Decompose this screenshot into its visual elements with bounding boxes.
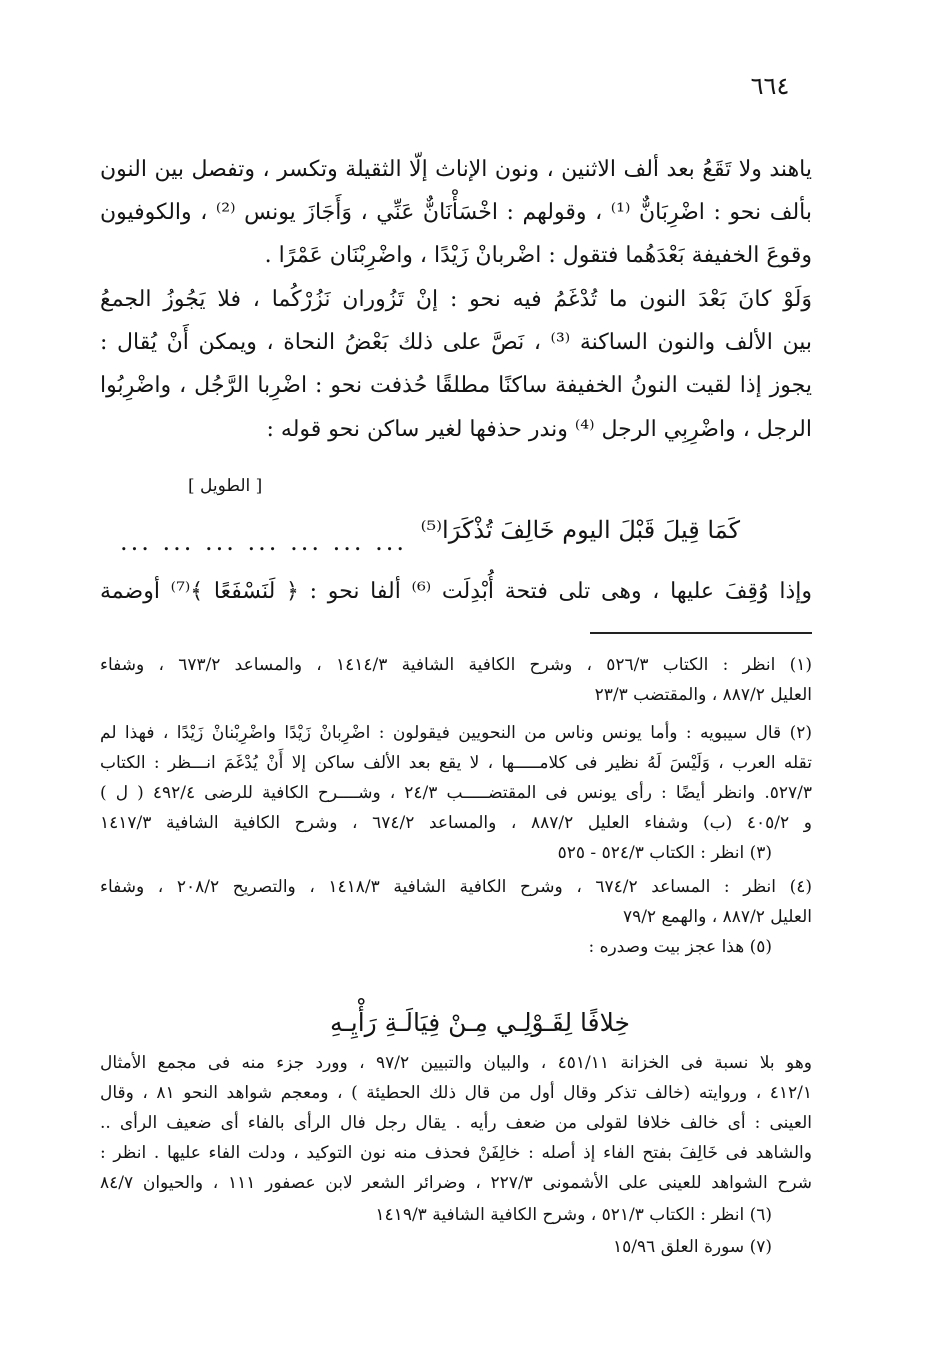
footnote2-line-5: شرح الشواهد للعينى على الأشمونى ٢٢٧/٣ ، وضرائر الشعر لابن عصفور ١١١ ، والحيوان ٨٤/٧ bbox=[100, 1173, 813, 1193]
footnote-line-7: (٣) انظر : الكتاب ٥٢٤/٣ - ٥٢٥ bbox=[557, 843, 772, 863]
footnotes-block-1 bbox=[100, 650, 812, 1000]
footnote-line-8: (٤) انظر : المساعد ٦٧٤/٢ ، وشرح الكافية الشافية ١٤١٨/٣ ، والتصريح ٢٠٨/٢ ، وشفاء bbox=[100, 877, 812, 897]
main-line-1: ياهند ولا تَقَعُ بعد ألف الاثنين ، ونون الإناث إلّا الثقيلة وتكسر ، وتفصل بين النون bbox=[100, 157, 812, 182]
main-line-8: وإذا وُقِفَ عليها ، وهى تلى فتحة أُبْدِلَت ⁽⁶⁾ ألفا نحو : ﴿ لَنَسْفَعًا ﴾⁽⁷⁾ أوضمة bbox=[100, 579, 812, 604]
verse-ellipsis: ... ... ... ... ... ... ... bbox=[120, 528, 407, 556]
footnote-line-2: العليل ٨٨٧/٢ ، والمقتضب ٢٣/٣ bbox=[594, 685, 812, 705]
footnote-line-3: (٢) قال سيبويه : وأما يونس وناس من النحويين فيقولون : اضْرِبانْ زَيْدًا واضْرِبْنانْ زَيْدًا ، فهذا لم bbox=[100, 723, 812, 743]
main-line-4: وَلَوْ كانَ بَعْدَ النون ما تُدْغَمُ فيه نحو : إنْ تَزُوران نَزُرْكُما ، فلا يَجُوزُ الجمعُ bbox=[100, 287, 812, 312]
main-line-7: الرجل ، واضْرِبِي الرجل ⁽⁴⁾ وندر حذفها لغير ساكن نحو قوله : bbox=[266, 417, 812, 442]
footnote-line-9: العليل ٨٨٧/٢ ، والهمع ٧٩/٢ bbox=[622, 907, 812, 927]
main-text-continued bbox=[100, 572, 812, 616]
footnote-verse: خِلافًا لِقَـوْلِـي مِـنْ فِيَالَـةِ رَأْيِـهِ bbox=[330, 1008, 630, 1037]
verse-hemistich: كَمَا قِيلَ قَبْلَ اليوم خَالِفَ تُذْكَرَا⁽⁵⁾ bbox=[420, 516, 740, 544]
poetic-meter-label: [ الطويل ] bbox=[188, 476, 263, 496]
main-line-3: وقوعَ الخفيفة بَعْدَهُما فتقول : اضْربانْ زَيْدًا ، واضْرِبْنَان عَمْرًا . bbox=[264, 243, 812, 268]
main-line-2: بألف نحو : اضْرِبَانٌّ ⁽¹⁾ ، وقولهم : اخْسَأْنَانٌّ عَنِّي ، وَأَجَازَ يونس ⁽²⁾ ، والكوفيون bbox=[100, 200, 812, 225]
footnote2-line-4: والشاهد فى خَالِفَ بفتح الفاء إذ أصله : خالِفَنْ فحذف منه نون التوكيد ، ودلت الفاء عليها . انظر : bbox=[100, 1143, 812, 1163]
footnote2-line-3: العينى : أى خالف خلافا لقولى من ضعف رأيه . يقال رجل فال الرأى بالفاء أى ضعيف الرأى .. bbox=[100, 1113, 812, 1133]
footnote2-line-2: ٤١٢/١ ، وروايته (خالف تذكر وقال أول من قال ذلك الحطيئة ) ، ومعجم شواهد النحو ٨١ ، وقال bbox=[100, 1083, 812, 1103]
footnote-line-10: (٥) هذا عجز بيت وصدره : bbox=[588, 937, 772, 957]
footnote-separator bbox=[590, 632, 812, 634]
footnote2-line-1: وهو بلا نسبة فى الخزانة ٤٥١/١١ ، والبيان والتبيين ٩٧/٢ ، وورد جزء منه فى مجمع الأمثال bbox=[100, 1053, 812, 1073]
page-number: ٦٦٤ bbox=[750, 72, 790, 100]
footnote2-line-6: (٦) انظر : الكتاب ٥٢١/٣ ، وشرح الكافية الشافية ١٤١٩/٣ bbox=[375, 1205, 772, 1225]
main-line-6: يجوز إذا لقيت النونُ الخفيفة ساكنًا مطلقًا حُذفت نحو : اضْرِبا الرَّجُل ، واضْرِبُوا bbox=[100, 373, 812, 398]
footnote2-line-7: (٧) سورة العلق ١٥/٩٦ bbox=[613, 1237, 772, 1257]
main-line-5: بين الألف والنون الساكنة ⁽³⁾ ، نَصَّ على ذلك بَعْضُ النحاة ، ويمكن أَنْ يُقال : bbox=[100, 330, 812, 355]
footnote-line-5: ٥٢٧/٣. وانظر أيضًا : رأى يونس فى المقتضـــــب ٢٤/٣ ، وشــــرح الكافية للرضى ٤٩٢/٤ ( ل ) bbox=[100, 783, 812, 803]
footnote-line-4: تقله العرب ، وَلَيْسَ لَهُ نظير فى كلامـــــها ، لا يقع بعد الألف ساكن إلا أَنْ يُدْغَمَ انـــظر : الكتاب bbox=[100, 753, 812, 773]
footnote-line-1: (١) انظر : الكتاب ٥٢٦/٣ ، وشرح الكافية الشافية ١٤١٤/٣ ، والمساعد ٦٧٣/٢ ، وشفاء bbox=[100, 655, 812, 675]
footnotes-block-2 bbox=[100, 1048, 812, 1308]
footnote-line-6: و ٤٠٥/٢ (ب) وشفاء العليل ٨٨٧/٢ ، والمساعد ٦٧٤/٢ ، وشرح الكافية الشافية ١٤١٧/٣ bbox=[100, 813, 812, 833]
